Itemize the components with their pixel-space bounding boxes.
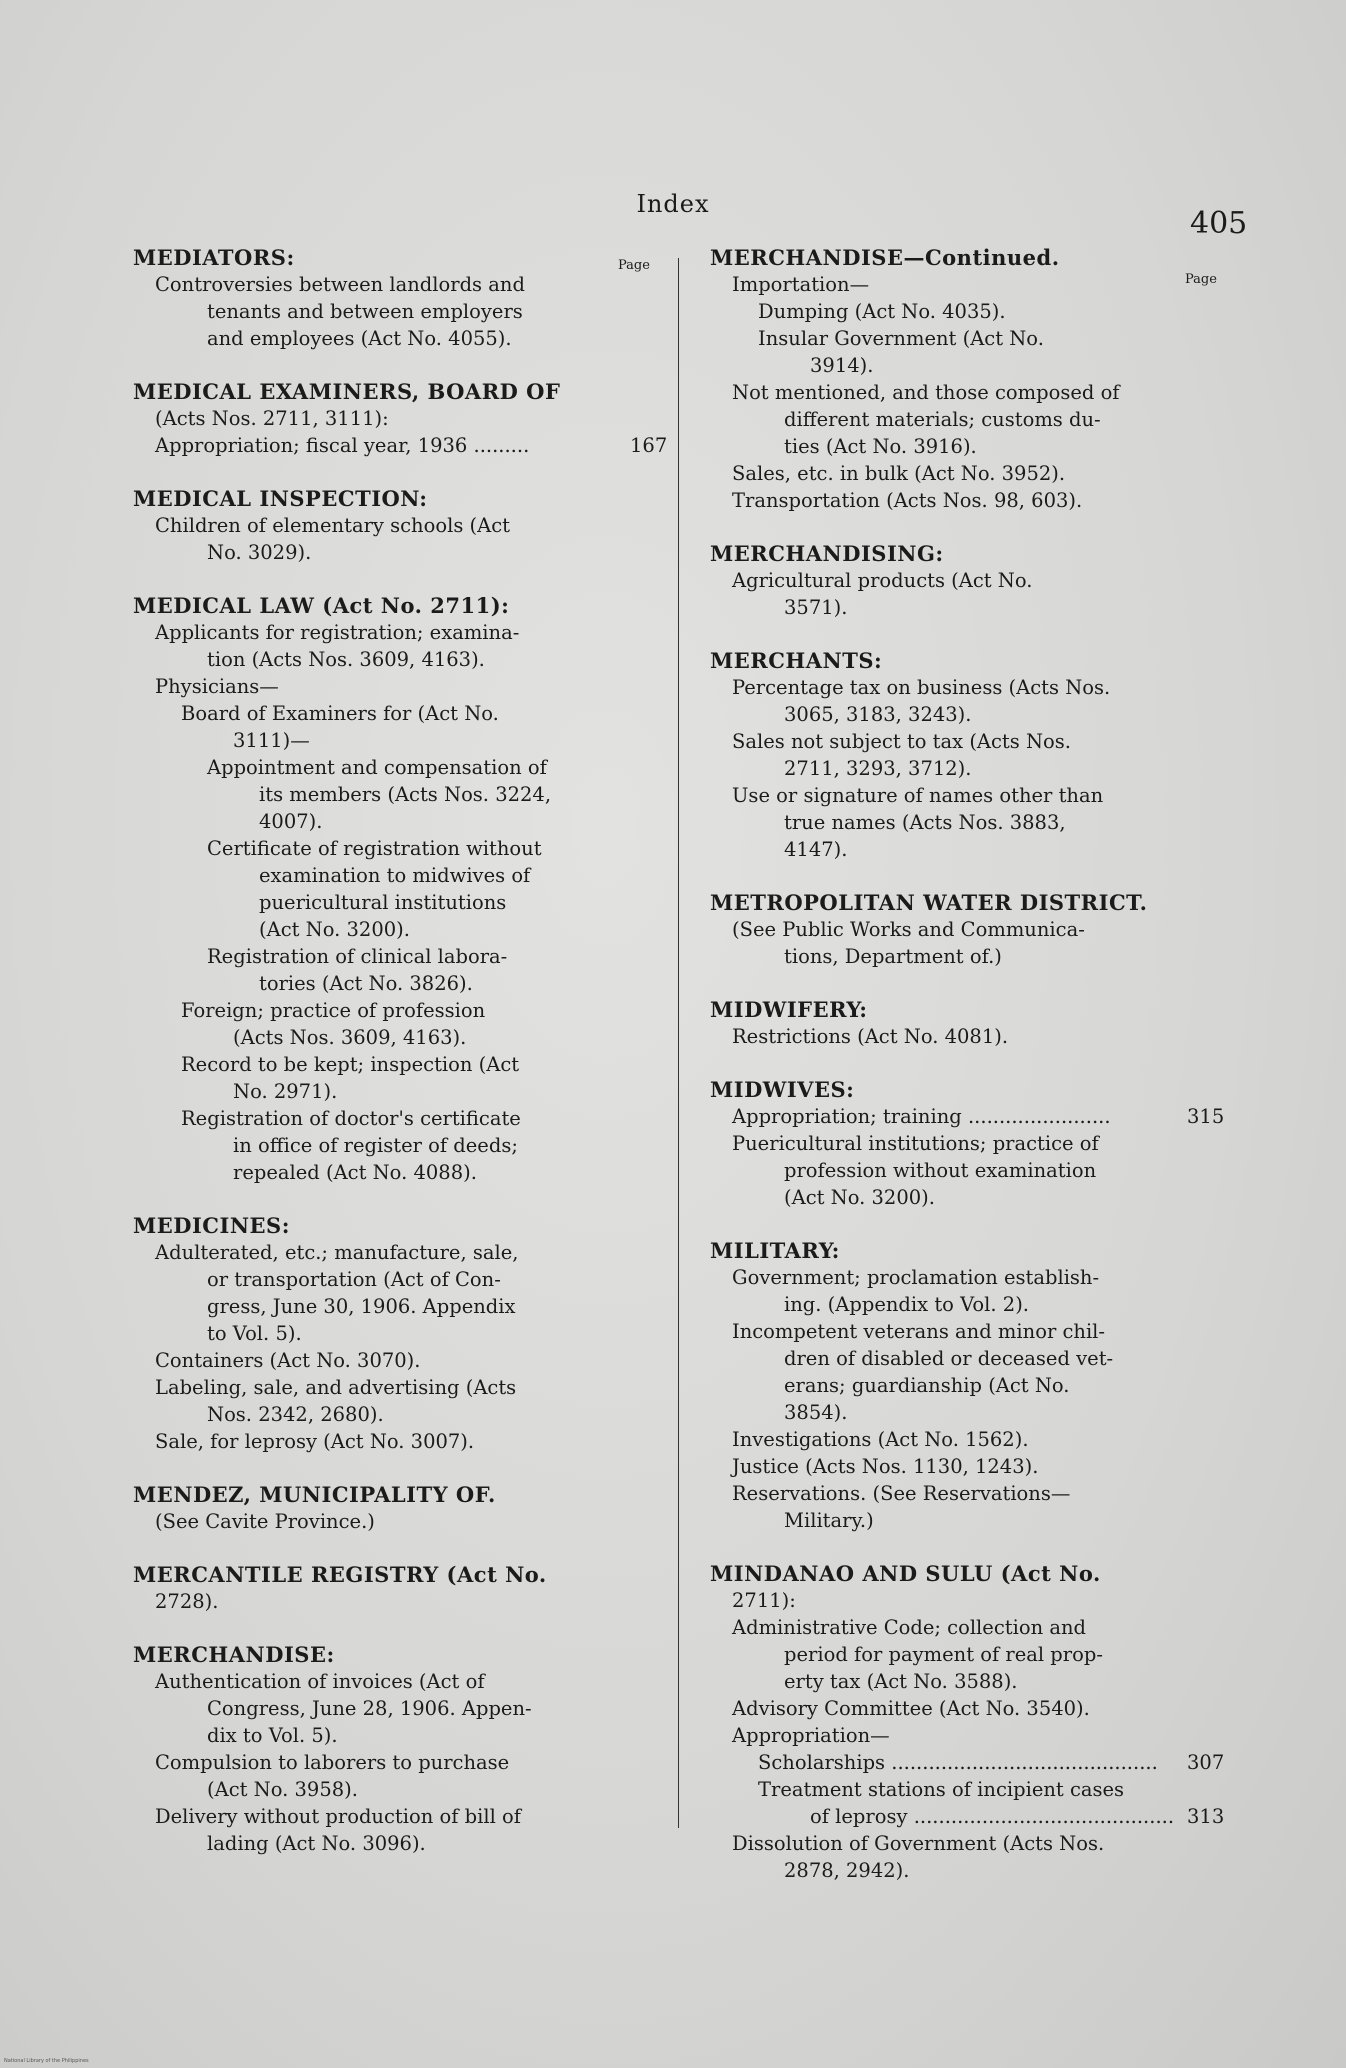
index-subentry bbox=[710, 728, 1190, 755]
index-subentry bbox=[133, 512, 613, 539]
subentry-text: No. 2971). bbox=[233, 1080, 338, 1103]
index-entry bbox=[133, 1641, 613, 1857]
index-subentry bbox=[133, 646, 613, 673]
subentry-text: Transportation (Acts Nos. 98, 603). bbox=[732, 489, 1083, 512]
subentry-text: Certificate of registration without bbox=[207, 837, 542, 860]
subentry-text: in office of register of deeds; bbox=[233, 1134, 518, 1157]
subentry-text: examination to midwives of bbox=[259, 864, 531, 887]
index-entry bbox=[710, 1237, 1190, 1534]
index-subentry bbox=[133, 1749, 613, 1776]
index-subentry bbox=[133, 889, 613, 916]
subentry-text: Insular Government (Act No. bbox=[758, 327, 1044, 350]
index-subentry bbox=[133, 808, 613, 835]
index-subentry bbox=[710, 1453, 1190, 1480]
subentry-text: erans; guardianship (Act No. bbox=[784, 1374, 1070, 1397]
index-subentry bbox=[710, 1184, 1190, 1211]
index-subentry bbox=[710, 406, 1190, 433]
subentry-text: tenants and between employers bbox=[207, 300, 523, 323]
index-subentry bbox=[710, 782, 1190, 809]
subentry-text: Controversies between landlords and bbox=[155, 273, 525, 296]
index-heading: METROPOLITAN WATER DISTRICT. bbox=[710, 890, 1148, 915]
index-subentry bbox=[710, 433, 1190, 460]
subentry-text: Appropriation; fiscal year, 1936 ......... bbox=[155, 434, 530, 457]
index-subentry bbox=[133, 1374, 613, 1401]
subentry-text: Sales not subject to tax (Acts Nos. bbox=[732, 730, 1071, 753]
subentry-text: 4007). bbox=[259, 810, 323, 833]
index-entry bbox=[710, 540, 1190, 621]
index-subentry bbox=[133, 970, 613, 997]
running-head: Index bbox=[636, 190, 710, 218]
subentry-text: Physicians— bbox=[155, 675, 279, 698]
subentry-text: Scholarships ........................................... bbox=[758, 1751, 1158, 1774]
index-subentry bbox=[710, 1830, 1190, 1857]
subentry-text: Puericultural institutions; practice of bbox=[732, 1132, 1099, 1155]
index-subentry bbox=[710, 1372, 1190, 1399]
subentry-text: Applicants for registration; examina- bbox=[155, 621, 520, 644]
index-subentry bbox=[710, 1641, 1190, 1668]
subentry-text: Sale, for leprosy (Act No. 3007). bbox=[155, 1430, 475, 1453]
subentry-text: Administrative Code; collection and bbox=[732, 1616, 1086, 1639]
subentry-text: gress, June 30, 1906. Appendix bbox=[207, 1295, 516, 1318]
index-subentry bbox=[133, 619, 613, 646]
index-subentry bbox=[133, 1508, 613, 1535]
subentry-text: No. 3029). bbox=[207, 541, 312, 564]
subentry-text: 3065, 3183, 3243). bbox=[784, 703, 972, 726]
subentry-text: 2878, 2942). bbox=[784, 1859, 910, 1882]
index-heading: MERCHANDISE—Continued. bbox=[710, 245, 1060, 270]
index-entry bbox=[133, 1212, 613, 1455]
index-subentry bbox=[710, 1264, 1190, 1291]
subentry-text: Dissolution of Government (Acts Nos. bbox=[732, 1832, 1105, 1855]
subentry-text: Sales, etc. in bulk (Act No. 3952). bbox=[732, 462, 1066, 485]
index-subentry bbox=[133, 271, 613, 298]
subentry-text: Adulterated, etc.; manufacture, sale, bbox=[155, 1241, 519, 1264]
page-reference: 313 bbox=[1187, 1805, 1225, 1828]
subentry-text: lading (Act No. 3096). bbox=[207, 1832, 426, 1855]
index-subentry bbox=[133, 1668, 613, 1695]
subentry-text: Reservations. (See Reservations— bbox=[732, 1482, 1071, 1505]
subentry-text: its members (Acts Nos. 3224, bbox=[259, 783, 552, 806]
subentry-text: Advisory Committee (Act No. 3540). bbox=[732, 1697, 1090, 1720]
index-heading: MILITARY: bbox=[710, 1238, 840, 1263]
subentry-text: tories (Act No. 3826). bbox=[259, 972, 473, 995]
footer-credit: National Library of the Philippines bbox=[4, 2058, 89, 2064]
index-subentry bbox=[133, 1051, 613, 1078]
subentry-text: tions, Department of.) bbox=[784, 945, 1002, 968]
subentry-text: Agricultural products (Act No. bbox=[732, 569, 1033, 592]
subentry-text: Investigations (Act No. 1562). bbox=[732, 1428, 1029, 1451]
subentry-text: 2728). bbox=[155, 1590, 219, 1613]
index-subentry bbox=[133, 325, 613, 352]
index-subentry bbox=[710, 1318, 1190, 1345]
index-heading: MEDIATORS: bbox=[133, 245, 295, 270]
subentry-text: Justice (Acts Nos. 1130, 1243). bbox=[732, 1455, 1039, 1478]
subentry-text: 2711, 3293, 3712). bbox=[784, 757, 972, 780]
subentry-text: (Acts Nos. 3609, 4163). bbox=[233, 1026, 467, 1049]
subentry-text: dren of disabled or deceased vet- bbox=[784, 1347, 1114, 1370]
index-subentry bbox=[710, 1399, 1190, 1426]
subentry-text: 3111)— bbox=[233, 729, 310, 752]
index-subentry bbox=[133, 1293, 613, 1320]
index-subentry bbox=[710, 1587, 1190, 1614]
subentry-text: 3854). bbox=[784, 1401, 848, 1424]
subentry-text: Appropriation— bbox=[732, 1724, 890, 1747]
index-heading: MEDICINES: bbox=[133, 1213, 290, 1238]
page-column-label-left: Page bbox=[618, 258, 650, 273]
subentry-text: different materials; customs du- bbox=[784, 408, 1101, 431]
index-subentry bbox=[710, 460, 1190, 487]
subentry-text: Foreign; practice of profession bbox=[181, 999, 486, 1022]
subentry-text: Authentication of invoices (Act of bbox=[155, 1670, 485, 1693]
index-entry bbox=[710, 996, 1190, 1050]
subentry-text: to Vol. 5). bbox=[207, 1322, 302, 1345]
index-subentry bbox=[133, 727, 613, 754]
index-subentry bbox=[133, 1428, 613, 1455]
subentry-text: (Acts Nos. 2711, 3111): bbox=[155, 407, 389, 430]
index-subentry bbox=[133, 943, 613, 970]
subentry-text: 3914). bbox=[810, 354, 874, 377]
index-subentry bbox=[133, 1347, 613, 1374]
index-subentry bbox=[710, 1803, 1225, 1830]
page-reference: 307 bbox=[1187, 1751, 1225, 1774]
subentry-text: profession without examination bbox=[784, 1159, 1097, 1182]
subentry-text: (Act No. 3200). bbox=[784, 1186, 935, 1209]
page-reference: 167 bbox=[630, 434, 668, 457]
index-entry bbox=[133, 592, 613, 1186]
index-heading: MENDEZ, MUNICIPALITY OF. bbox=[133, 1482, 496, 1507]
subentry-text: and employees (Act No. 4055). bbox=[207, 327, 512, 350]
index-entry bbox=[710, 889, 1190, 970]
index-subentry bbox=[133, 1078, 613, 1105]
subentry-text: Congress, June 28, 1906. Appen- bbox=[207, 1697, 532, 1720]
index-heading: MERCHANDISING: bbox=[710, 541, 944, 566]
subentry-text: Government; proclamation establish- bbox=[732, 1266, 1100, 1289]
subentry-text: (Act No. 3200). bbox=[259, 918, 410, 941]
subentry-text: Restrictions (Act No. 4081). bbox=[732, 1025, 1009, 1048]
index-heading: MINDANAO AND SULU (Act No. bbox=[710, 1561, 1101, 1586]
index-subentry bbox=[133, 1266, 613, 1293]
subentry-text: puericultural institutions bbox=[259, 891, 507, 914]
subentry-text: Percentage tax on business (Acts Nos. bbox=[732, 676, 1111, 699]
index-entry bbox=[710, 1560, 1225, 1884]
subentry-text: Appointment and compensation of bbox=[207, 756, 547, 779]
index-subentry bbox=[133, 700, 613, 727]
index-subentry bbox=[710, 325, 1190, 352]
index-subentry bbox=[710, 1695, 1190, 1722]
index-subentry bbox=[710, 1157, 1190, 1184]
index-entry bbox=[133, 485, 613, 566]
index-subentry bbox=[133, 835, 613, 862]
index-entry bbox=[133, 1561, 613, 1615]
index-subentry bbox=[133, 1722, 613, 1749]
index-heading: MERCHANDISE: bbox=[133, 1642, 335, 1667]
index-subentry bbox=[710, 1023, 1190, 1050]
index-subentry bbox=[710, 836, 1190, 863]
index-subentry bbox=[710, 701, 1190, 728]
subentry-text: 3571). bbox=[784, 596, 848, 619]
subentry-text: Nos. 2342, 2680). bbox=[207, 1403, 384, 1426]
index-subentry bbox=[133, 1320, 613, 1347]
index-subentry bbox=[710, 1776, 1190, 1803]
index-subentry bbox=[133, 754, 613, 781]
subentry-text: Record to be kept; inspection (Act bbox=[181, 1053, 520, 1076]
index-subentry bbox=[710, 379, 1190, 406]
index-subentry bbox=[710, 1614, 1190, 1641]
index-subentry bbox=[710, 1507, 1190, 1534]
subentry-text: Importation— bbox=[732, 273, 870, 296]
index-entry bbox=[133, 244, 613, 352]
index-heading: MIDWIFERY: bbox=[710, 997, 868, 1022]
index-subentry bbox=[133, 781, 613, 808]
index-subentry bbox=[133, 1024, 613, 1051]
index-subentry bbox=[133, 1830, 613, 1857]
subentry-text: Dumping (Act No. 4035). bbox=[758, 300, 1006, 323]
index-heading: MERCANTILE REGISTRY (Act No. bbox=[133, 1562, 547, 1587]
subentry-text: dix to Vol. 5). bbox=[207, 1724, 338, 1747]
subentry-text: (See Public Works and Communica- bbox=[732, 918, 1085, 941]
index-subentry bbox=[710, 755, 1190, 782]
subentry-text: 4147). bbox=[784, 838, 848, 861]
index-subentry bbox=[710, 674, 1190, 701]
index-subentry bbox=[133, 1695, 613, 1722]
subentry-text: Containers (Act No. 3070). bbox=[155, 1349, 421, 1372]
subentry-text: Registration of doctor's certificate bbox=[181, 1107, 521, 1130]
index-subentry bbox=[710, 271, 1190, 298]
index-subentry bbox=[710, 1291, 1190, 1318]
subentry-text: repealed (Act No. 4088). bbox=[233, 1161, 477, 1184]
index-subentry bbox=[133, 916, 613, 943]
subentry-text: Delivery without production of bill of bbox=[155, 1805, 521, 1828]
page-column-label-right: Page bbox=[1185, 272, 1217, 287]
subentry-text: (See Cavite Province.) bbox=[155, 1510, 375, 1533]
subentry-text: Military.) bbox=[784, 1509, 874, 1532]
subentry-text: true names (Acts Nos. 3883, bbox=[784, 811, 1066, 834]
subentry-text: Children of elementary schools (Act bbox=[155, 514, 510, 537]
subentry-text: Incompetent veterans and minor chil- bbox=[732, 1320, 1106, 1343]
subentry-text: ing. (Appendix to Vol. 2). bbox=[784, 1293, 1029, 1316]
subentry-text: Treatment stations of incipient cases bbox=[758, 1778, 1125, 1801]
index-heading: MEDICAL EXAMINERS, BOARD OF bbox=[133, 379, 561, 404]
index-subentry bbox=[710, 1668, 1190, 1695]
index-subentry bbox=[710, 567, 1190, 594]
subentry-text: period for payment of real prop- bbox=[784, 1643, 1103, 1666]
index-subentry bbox=[710, 943, 1190, 970]
index-subentry bbox=[133, 432, 668, 459]
index-subentry bbox=[710, 916, 1190, 943]
index-subentry bbox=[133, 1132, 613, 1159]
column-divider bbox=[678, 258, 679, 1828]
subentry-text: (Act No. 3958). bbox=[207, 1778, 358, 1801]
index-subentry bbox=[710, 1722, 1190, 1749]
index-heading: MERCHANTS: bbox=[710, 648, 883, 673]
index-subentry bbox=[710, 1749, 1225, 1776]
index-subentry bbox=[133, 1105, 613, 1132]
index-subentry bbox=[133, 1239, 613, 1266]
subentry-text: ties (Act No. 3916). bbox=[784, 435, 977, 458]
index-subentry bbox=[133, 298, 613, 325]
index-entry bbox=[710, 647, 1190, 863]
subentry-text: Use or signature of names other than bbox=[732, 784, 1104, 807]
subentry-text: Not mentioned, and those composed of bbox=[732, 381, 1120, 404]
subentry-text: 2711): bbox=[732, 1589, 796, 1612]
index-heading: MEDICAL INSPECTION: bbox=[133, 486, 428, 511]
index-subentry bbox=[710, 1345, 1190, 1372]
subentry-text: Board of Examiners for (Act No. bbox=[181, 702, 499, 725]
index-subentry bbox=[133, 673, 613, 700]
index-subentry bbox=[710, 352, 1190, 379]
index-entry bbox=[710, 244, 1190, 514]
index-subentry bbox=[133, 997, 613, 1024]
index-subentry bbox=[710, 487, 1190, 514]
index-subentry bbox=[710, 1103, 1225, 1130]
subentry-text: of leprosy .......................................... bbox=[810, 1805, 1175, 1828]
subentry-text: tion (Acts Nos. 3609, 4163). bbox=[207, 648, 485, 671]
index-subentry bbox=[133, 1588, 613, 1615]
subentry-text: or transportation (Act of Con- bbox=[207, 1268, 501, 1291]
subentry-text: erty tax (Act No. 3588). bbox=[784, 1670, 1018, 1693]
page-number: 405 bbox=[1190, 206, 1248, 241]
index-entry bbox=[133, 378, 668, 459]
index-subentry bbox=[710, 809, 1190, 836]
index-subentry bbox=[133, 1401, 613, 1428]
index-subentry bbox=[710, 1426, 1190, 1453]
index-subentry bbox=[133, 405, 613, 432]
page-reference: 315 bbox=[1187, 1105, 1225, 1128]
subentry-text: Labeling, sale, and advertising (Acts bbox=[155, 1376, 517, 1399]
index-subentry bbox=[133, 1776, 613, 1803]
index-entry bbox=[133, 1481, 613, 1535]
index-subentry bbox=[133, 1803, 613, 1830]
index-heading: MIDWIVES: bbox=[710, 1077, 855, 1102]
subentry-text: Registration of clinical labora- bbox=[207, 945, 508, 968]
index-subentry bbox=[710, 594, 1190, 621]
index-subentry bbox=[710, 1857, 1190, 1884]
index-entry bbox=[710, 1076, 1225, 1211]
subentry-text: Appropriation; training ....................... bbox=[732, 1105, 1111, 1128]
index-heading: MEDICAL LAW (Act No. 2711): bbox=[133, 593, 510, 618]
subentry-text: Compulsion to laborers to purchase bbox=[155, 1751, 510, 1774]
index-subentry bbox=[133, 539, 613, 566]
index-subentry bbox=[710, 298, 1190, 325]
index-subentry bbox=[133, 1159, 613, 1186]
index-subentry bbox=[710, 1130, 1190, 1157]
index-subentry bbox=[133, 862, 613, 889]
index-subentry bbox=[710, 1480, 1190, 1507]
